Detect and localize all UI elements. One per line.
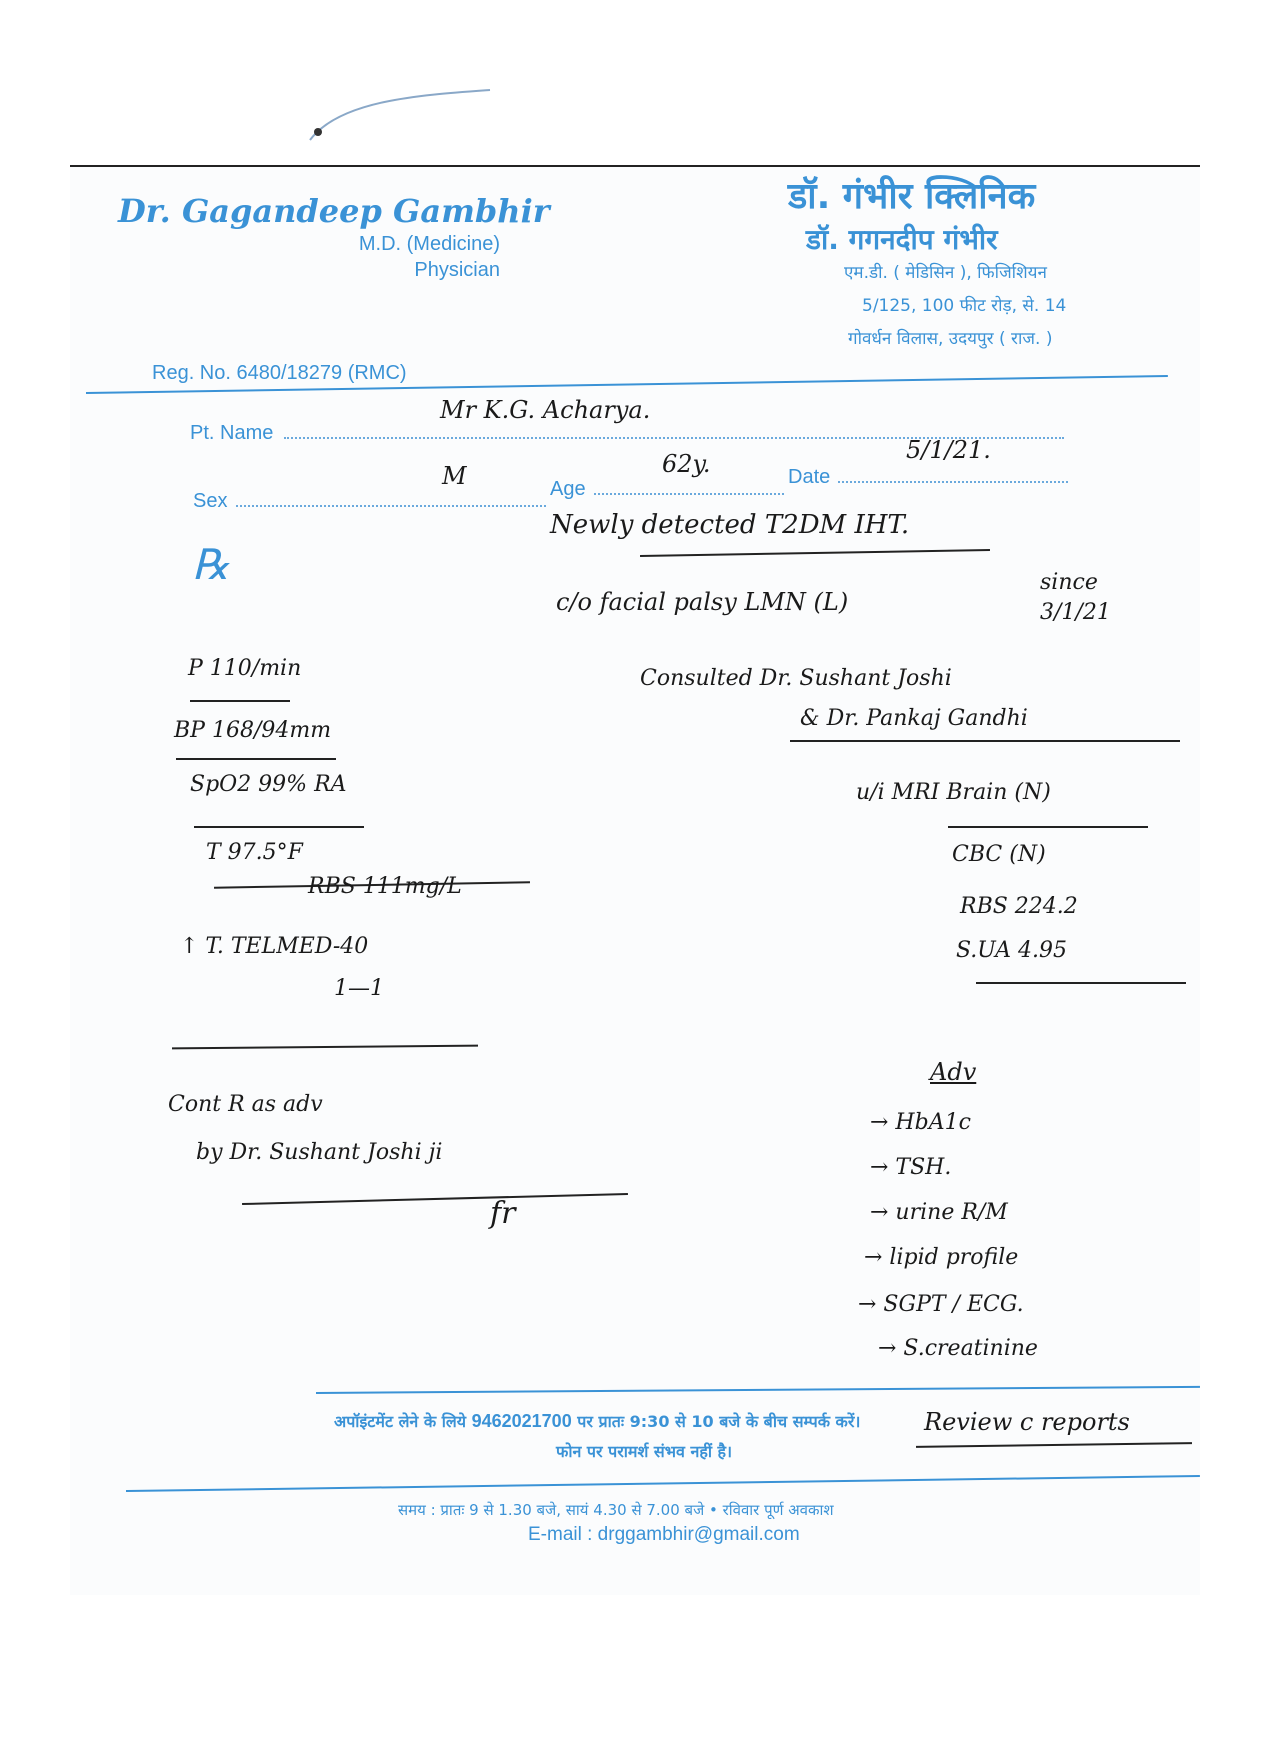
- complaint-note: c/o facial palsy LMN (L): [556, 588, 849, 616]
- clinic-email: E-mail : drggambhir@gmail.com: [528, 1524, 800, 1545]
- vital-underline: [176, 758, 336, 760]
- pt-name-value: Mr K.G. Acharya.: [440, 396, 651, 424]
- sex-label: Sex: [193, 490, 228, 512]
- vital-underline: [190, 700, 290, 702]
- medication-dose: 1—1: [334, 976, 384, 1001]
- qualification-hi: एम.डी. ( मेडिसिन ), फिजिशियन: [844, 263, 1047, 283]
- address-line1-hi: 5/125, 100 फीट रोड़, से. 14: [862, 296, 1067, 316]
- registration-number: Reg. No. 6480/18279 (RMC): [152, 362, 407, 384]
- vital-pulse: P 110/min: [188, 656, 302, 681]
- advice-heading: Adv: [930, 1058, 977, 1086]
- sex-line: [236, 505, 546, 507]
- appointment-phone: 9462021700: [471, 1411, 572, 1431]
- medication-line: ↑ T. TELMED-40: [180, 934, 369, 959]
- advice-item: → urine R/M: [870, 1200, 1008, 1225]
- advice-item: → SGPT / ECG.: [858, 1292, 1024, 1317]
- vital-spo2: SpO2 99% RA: [190, 772, 347, 797]
- advice-item: → HbA1c: [870, 1110, 971, 1135]
- appointment-pre: अपॉइंटमेंट लेने के लिये: [334, 1412, 467, 1431]
- vital-temp: T 97.5°F: [206, 840, 303, 865]
- phone-consult-note: फोन पर परामर्श संभव नहीं है।: [556, 1442, 733, 1461]
- signature: fr: [490, 1196, 516, 1231]
- clinic-timing: समय : प्रातः 9 से 1.30 बजे, सायं 4.30 से 7.00 बजे • रविवार पूर्ण अवकाश: [398, 1501, 834, 1519]
- rx-symbol: ℞: [192, 540, 230, 589]
- consulted-line2: & Dr. Pankaj Gandhi: [800, 706, 1028, 731]
- vital-rbs: RBS 111mg/L: [308, 874, 462, 899]
- advice-item: → TSH.: [870, 1155, 952, 1180]
- investigation-underline: [948, 826, 1148, 828]
- appointment-line: [334, 1410, 860, 1432]
- qualification-en: M.D. (Medicine): [358, 233, 500, 255]
- age-label: Age: [550, 478, 586, 500]
- paper-top-edge: [70, 165, 1200, 167]
- date-label: Date: [788, 466, 831, 488]
- vital-bp: BP 168/94mm: [174, 718, 332, 743]
- investigation-rbs: RBS 224.2: [960, 894, 1078, 919]
- appointment-post: पर प्रातः 9:30 से 10 बजे के बीच सम्पर्क करें।: [577, 1412, 861, 1431]
- review-note: Review c reports: [924, 1408, 1130, 1436]
- age-value: 62y.: [662, 450, 711, 478]
- diagnosis-note: Newly detected T2DM IHT.: [550, 510, 910, 540]
- continue-line2: by Dr. Sushant Joshi ji: [196, 1140, 443, 1165]
- continue-line1: Cont R as adv: [168, 1092, 323, 1117]
- date-line: [838, 481, 1068, 483]
- date-value: 5/1/21.: [906, 436, 991, 464]
- consulted-underline: [790, 740, 1180, 742]
- pen-scribble: [300, 80, 500, 160]
- address-line2-hi: गोवर्धन विलास, उदयपुर ( राज. ): [848, 329, 1053, 349]
- advice-item: → S.creatinine: [878, 1336, 1038, 1361]
- doctor-name-en: Dr. Gagandeep Gambhir: [118, 192, 550, 230]
- age-line: [594, 493, 784, 495]
- investigation-cbc: CBC (N): [952, 842, 1046, 867]
- designation-en: Physician: [414, 259, 500, 281]
- investigation-sua: S.UA 4.95: [956, 938, 1068, 963]
- doctor-name-hi: डॉ. गगनदीप गंभीर: [806, 223, 998, 256]
- investigation-mri: u/i MRI Brain (N): [856, 780, 1051, 805]
- pt-name-label: Pt. Name: [190, 422, 274, 444]
- since-note: since 3/1/21: [1040, 570, 1111, 625]
- consulted-line1: Consulted Dr. Sushant Joshi: [640, 666, 952, 691]
- vital-underline: [194, 826, 364, 828]
- sex-value: M: [442, 462, 467, 490]
- advice-item: → lipid profile: [864, 1245, 1019, 1270]
- investigation-underline: [976, 982, 1186, 984]
- clinic-name-hi: डॉ. गंभीर क्लिनिक: [788, 176, 1036, 217]
